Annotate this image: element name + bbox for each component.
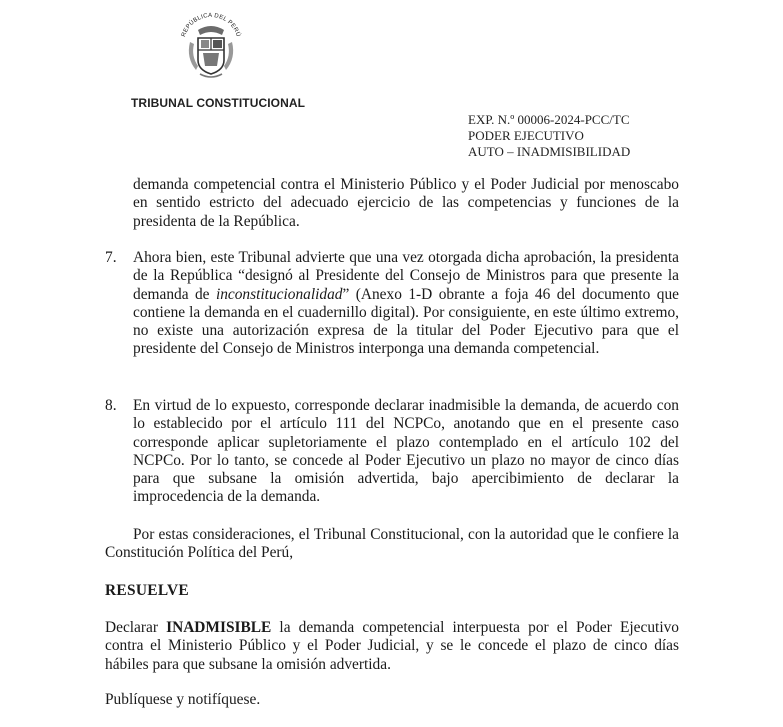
case-party: PODER EJECUTIVO [468, 128, 584, 143]
resolution-text-before: Declarar [105, 619, 167, 636]
case-number: EXP. N.º 00006-2024-PCC/TC [468, 112, 630, 127]
closing-line: Publíquese y notifíquese. [105, 691, 261, 708]
considerations-paragraph: Por estas consideraciones, el Tribunal Constitucional, con la autoridad que le confiere la Constitución Política del Perú, [105, 526, 679, 562]
continuation-paragraph: demanda competencial contra el Ministerio Público y el Poder Judicial por menoscabo en sentido estricto del adecuado ejercicio de las competencias y funciones de la presidenta de la República. [133, 176, 679, 230]
paragraph-7-text-after: ” (Anexo 1-D obrante a foja 46 del documento que contiene la demanda en el cuadernillo digital). Por consiguiente, en este último extremo, no existe una autorización expresa de la titular del Poder Ejecutivo para que el presidente del Consejo de Ministros interponga una demanda competencial. [133, 285, 679, 358]
paragraph-number-8: 8. [105, 397, 117, 414]
paragraph-7-italic-term: inconstitucionalidad [215, 285, 343, 303]
resolution-paragraph [105, 619, 679, 674]
institution-name: TRIBUNAL CONSTITUCIONAL [131, 96, 306, 110]
seal-text: REPÚBLICA DEL PERÚ [181, 12, 241, 38]
paragraph-7 [133, 249, 679, 359]
resolves-heading: RESUELVE [105, 582, 189, 599]
paragraph-number-7: 7. [105, 249, 117, 266]
resolution-bold-term: INADMISIBLE [166, 619, 272, 636]
coat-of-arms-icon [176, 8, 246, 88]
paragraph-7-text-before: Ahora bien, este Tribunal advierte que una vez otorgada dicha aprobación, la presidenta de la República “designó al Presidente del Consejo de Ministros para que presente la demanda de [133, 249, 679, 303]
case-reference [468, 112, 630, 160]
paragraph-8: En virtud de lo expuesto, corresponde declarar inadmisible la demanda, de acuerdo con lo establecido por el artículo 111 del NCPCo, anotando que en el presente caso corresponde aplicar supletoriamente el plazo contemplado en el artículo 102 del NCPCo. Por lo tanto, se concede al Poder Ejecutivo un plazo no mayor de cinco días para que subsane la omisión advertida, bajo apercibimiento de declarar la improcedencia de la demanda. [133, 397, 679, 506]
resolution-text-after: la demanda competencial interpuesta por el Poder Ejecutivo contra el Ministerio Público y el Poder Judicial, y se le concede el plazo de cinco días hábiles para que subsane la omisión advertida. [105, 619, 679, 673]
document-type: AUTO – INADMISIBILIDAD [468, 144, 631, 159]
